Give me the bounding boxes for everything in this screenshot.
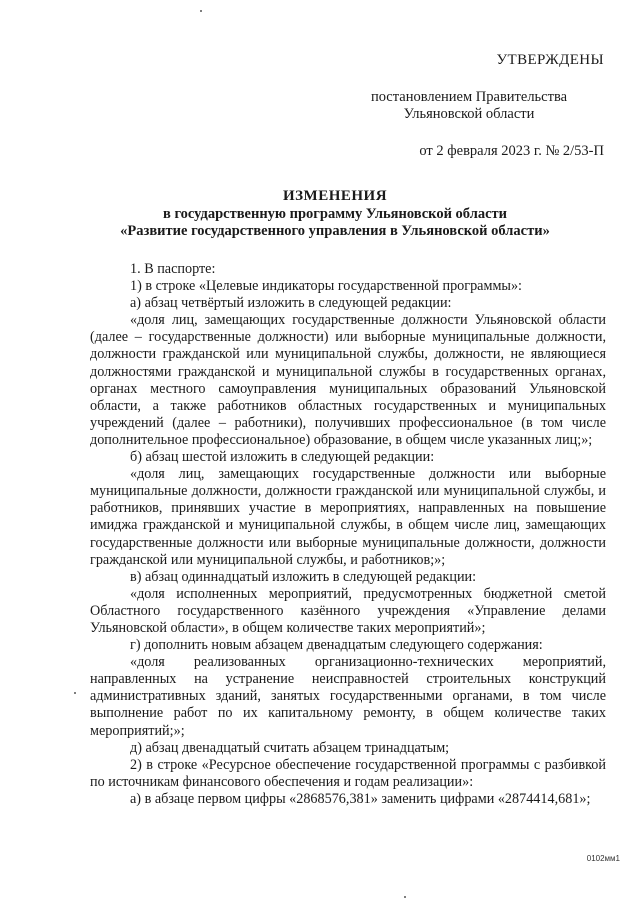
heading-title: ИЗМЕНЕНИЯ bbox=[282, 188, 388, 204]
paragraph: г) дополнить новым абзацем двенадцатым следующего содержания: bbox=[130, 637, 543, 654]
document-heading bbox=[60, 188, 610, 240]
approval-line-1: постановлением Правительства bbox=[370, 89, 568, 105]
paragraph: «доля реализованных организационно-технических мероприятий, направленных на устранение неисправностей строительных конструкций административных зданий, занятых государственными органами, в том числе выполнение работ по их капитальному ремонту, в общем количестве таких мероприятий;»; bbox=[90, 654, 606, 739]
paragraph: «доля исполненных мероприятий, предусмотренных бюджетной сметой Областного государственного казённого учреждения «Управление делами Ульяновской области», в общем количестве таких мероприятий»; bbox=[90, 585, 606, 636]
heading-line-2: «Развитие государственного управления в Ульяновской области» bbox=[120, 223, 550, 239]
heading-line-1: в государственную программу Ульяновской области bbox=[162, 206, 507, 222]
paragraph: 1. В паспорте: bbox=[130, 261, 216, 277]
paragraph: б) абзац шестой изложить в следующей редакции: bbox=[130, 449, 435, 466]
paragraph: «доля лиц, замещающих государственные должности Ульяновской области (далее – государственные должности) или выборные муниципальные должности, должности гражданской или муниципальной службы, должности, не являющиеся должностями гражданской и муниципальной службы в государственных органах, органах местного самоуправления муниципальных образований Ульяновской области, а также работников областных государственных и муниципальных учреждений (далее – работники), получивших профессиональное (в том числе дополнительное профессиональное) образование, в общем числе указанных лиц;»; bbox=[90, 312, 606, 448]
scan-speck bbox=[200, 10, 202, 12]
approval-issuer bbox=[344, 89, 594, 123]
paragraph: а) в абзаце первом цифры «2868576,381» заменить цифрами «2874414,681»; bbox=[130, 790, 591, 807]
paragraph: «доля лиц, замещающих государственные должности или выборные муниципальные должности, должности гражданской или муниципальной службы, и работников, принявших участие в мероприятиях, направленных на повышение имиджа гражданской и муниципальной службы, в общем числе лиц, замещающих государственные должности или выборные муниципальные должности, должности гражданской или муниципальной службы, и работников;»; bbox=[90, 466, 606, 568]
scan-speck bbox=[74, 692, 76, 694]
footer-code: 0102мм1 bbox=[586, 854, 620, 863]
approval-block bbox=[344, 52, 604, 160]
paragraph: 1) в строке «Целевые индикаторы государственной программы»: bbox=[130, 278, 522, 295]
paragraph: д) абзац двенадцатый считать абзацем тринадцатым; bbox=[130, 739, 450, 756]
paragraph: а) абзац четвёртый изложить в следующей редакции: bbox=[130, 295, 452, 312]
approval-date: от 2 февраля 2023 г. № 2/53-П bbox=[419, 143, 604, 159]
document-body bbox=[90, 261, 606, 808]
approval-line-2: Ульяновской области bbox=[403, 106, 535, 122]
approval-title: УТВЕРЖДЕНЫ bbox=[496, 52, 604, 68]
scan-speck bbox=[404, 896, 406, 898]
paragraph: 2) в строке «Ресурсное обеспечение государственной программы с разбивкой по источникам финансового обеспечения и годам реализации»: bbox=[90, 756, 606, 790]
paragraph: в) абзац одиннадцатый изложить в следующей редакции: bbox=[130, 568, 477, 585]
